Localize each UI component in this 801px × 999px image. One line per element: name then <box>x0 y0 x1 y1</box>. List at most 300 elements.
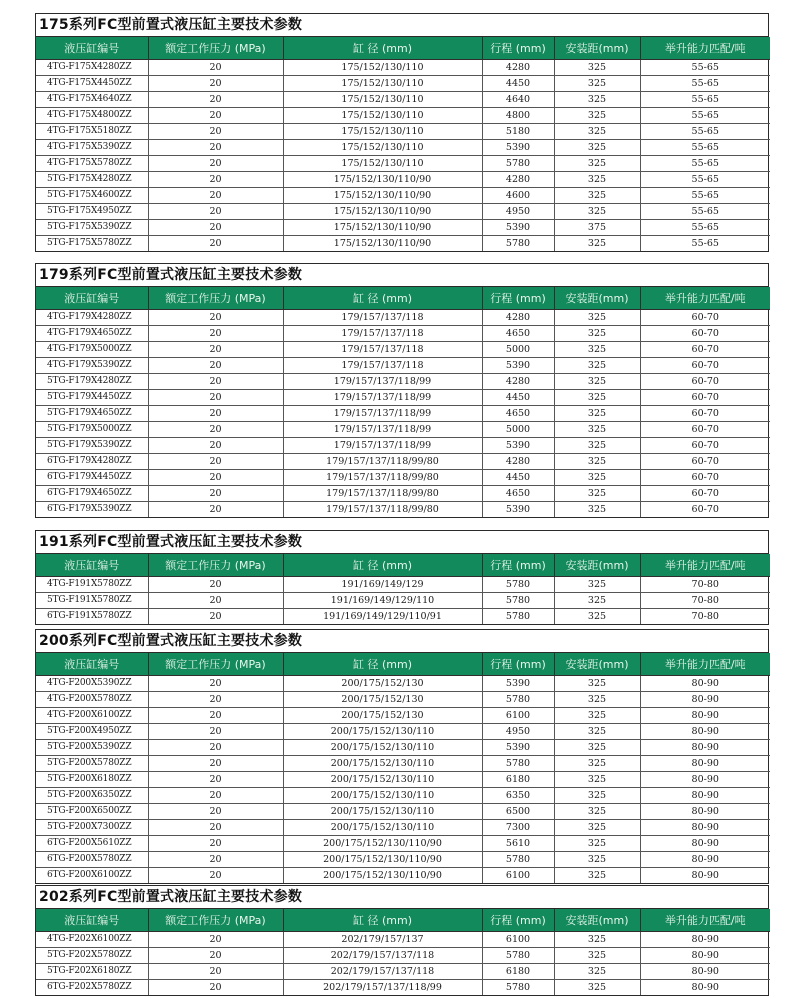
cell-install: 325 <box>554 692 640 708</box>
cell-capacity: 55-65 <box>640 140 770 156</box>
cell-bore: 200/175/152/130 <box>283 676 482 692</box>
cell-pressure: 20 <box>148 204 283 220</box>
section-202 <box>35 885 769 996</box>
cell-stroke: 6180 <box>482 964 554 980</box>
section-title: 202系列FC型前置式液压缸主要技术参数 <box>36 886 768 909</box>
cell-install: 325 <box>554 577 640 593</box>
cell-code: 4TG-F200X5780ZZ <box>36 692 148 708</box>
table-row <box>36 374 770 390</box>
cell-install: 325 <box>554 676 640 692</box>
cell-install: 325 <box>554 948 640 964</box>
table-row <box>36 470 770 486</box>
cell-stroke: 4280 <box>482 454 554 470</box>
table-row <box>36 724 770 740</box>
table-row <box>36 310 770 326</box>
spec-table <box>36 287 770 517</box>
cell-code: 6TG-F179X5390ZZ <box>36 502 148 518</box>
cell-bore: 175/152/130/110 <box>283 92 482 108</box>
spec-table <box>36 909 770 995</box>
cell-code: 5TG-F179X5390ZZ <box>36 438 148 454</box>
cell-bore: 175/152/130/110 <box>283 124 482 140</box>
table-row <box>36 156 770 172</box>
cell-code: 4TG-F179X4650ZZ <box>36 326 148 342</box>
cell-capacity: 80-90 <box>640 676 770 692</box>
cell-pressure: 20 <box>148 932 283 948</box>
cell-capacity: 80-90 <box>640 772 770 788</box>
header-code: 液压缸编号 <box>36 287 148 310</box>
cell-pressure: 20 <box>148 236 283 252</box>
cell-stroke: 5390 <box>482 140 554 156</box>
cell-capacity: 55-65 <box>640 92 770 108</box>
cell-install: 325 <box>554 326 640 342</box>
cell-stroke: 4650 <box>482 406 554 422</box>
cell-code: 4TG-F200X5390ZZ <box>36 676 148 692</box>
table-row <box>36 708 770 724</box>
cell-install: 325 <box>554 406 640 422</box>
table-row <box>36 820 770 836</box>
section-179 <box>35 263 769 518</box>
cell-stroke: 5390 <box>482 358 554 374</box>
cell-capacity: 70-80 <box>640 577 770 593</box>
cell-install: 325 <box>554 804 640 820</box>
cell-code: 5TG-F200X6180ZZ <box>36 772 148 788</box>
cell-bore: 200/175/152/130/110 <box>283 804 482 820</box>
header-code: 液压缸编号 <box>36 554 148 577</box>
table-row <box>36 692 770 708</box>
cell-code: 4TG-F179X5390ZZ <box>36 358 148 374</box>
cell-install: 325 <box>554 788 640 804</box>
cell-code: 4TG-F179X4280ZZ <box>36 310 148 326</box>
cell-install: 325 <box>554 486 640 502</box>
section-175 <box>35 13 769 252</box>
cell-stroke: 5390 <box>482 220 554 236</box>
cell-pressure: 20 <box>148 108 283 124</box>
cell-pressure: 20 <box>148 804 283 820</box>
cell-stroke: 4640 <box>482 92 554 108</box>
cell-bore: 202/179/157/137 <box>283 932 482 948</box>
table-row <box>36 204 770 220</box>
cell-bore: 200/175/152/130 <box>283 692 482 708</box>
spec-table <box>36 554 770 624</box>
header-capacity: 举升能力匹配/吨 <box>640 37 770 60</box>
cell-code: 5TG-F200X7300ZZ <box>36 820 148 836</box>
cell-capacity: 80-90 <box>640 820 770 836</box>
cell-bore: 179/157/137/118 <box>283 310 482 326</box>
header-pressure: 额定工作压力 (MPa) <box>148 909 283 932</box>
table-row <box>36 486 770 502</box>
spec-table <box>36 37 770 251</box>
table-row <box>36 92 770 108</box>
cell-code: 5TG-F202X6180ZZ <box>36 964 148 980</box>
cell-capacity: 55-65 <box>640 108 770 124</box>
cell-pressure: 20 <box>148 772 283 788</box>
table-row <box>36 76 770 92</box>
cell-stroke: 5390 <box>482 740 554 756</box>
header-capacity: 举升能力匹配/吨 <box>640 909 770 932</box>
cell-bore: 175/152/130/110 <box>283 108 482 124</box>
cell-install: 325 <box>554 92 640 108</box>
cell-capacity: 80-90 <box>640 964 770 980</box>
cell-bore: 175/152/130/110/90 <box>283 220 482 236</box>
cell-code: 4TG-F175X5390ZZ <box>36 140 148 156</box>
cell-stroke: 6100 <box>482 868 554 884</box>
cell-install: 325 <box>554 188 640 204</box>
cell-bore: 202/179/157/137/118 <box>283 964 482 980</box>
table-row <box>36 60 770 76</box>
cell-code: 5TG-F175X4280ZZ <box>36 172 148 188</box>
cell-capacity: 80-90 <box>640 980 770 996</box>
cell-install: 325 <box>554 724 640 740</box>
cell-stroke: 4450 <box>482 76 554 92</box>
cell-capacity: 55-65 <box>640 124 770 140</box>
cell-bore: 175/152/130/110/90 <box>283 236 482 252</box>
cell-stroke: 4950 <box>482 204 554 220</box>
cell-bore: 200/175/152/130/110/90 <box>283 836 482 852</box>
table-row <box>36 756 770 772</box>
table-row <box>36 172 770 188</box>
cell-stroke: 5180 <box>482 124 554 140</box>
cell-pressure: 20 <box>148 820 283 836</box>
cell-stroke: 6350 <box>482 788 554 804</box>
table-row <box>36 390 770 406</box>
table-row <box>36 342 770 358</box>
cell-pressure: 20 <box>148 868 283 884</box>
cell-capacity: 55-65 <box>640 156 770 172</box>
cell-code: 5TG-F175X5780ZZ <box>36 236 148 252</box>
cell-install: 375 <box>554 220 640 236</box>
table-row <box>36 676 770 692</box>
header-stroke: 行程 (mm) <box>482 287 554 310</box>
header-install: 安装距(mm) <box>554 287 640 310</box>
cell-install: 325 <box>554 470 640 486</box>
table-row <box>36 422 770 438</box>
cell-stroke: 5390 <box>482 676 554 692</box>
header-stroke: 行程 (mm) <box>482 653 554 676</box>
cell-bore: 179/157/137/118/99 <box>283 422 482 438</box>
table-row <box>36 454 770 470</box>
cell-pressure: 20 <box>148 156 283 172</box>
cell-stroke: 5000 <box>482 422 554 438</box>
cell-install: 325 <box>554 422 640 438</box>
section-title: 191系列FC型前置式液压缸主要技术参数 <box>36 531 768 554</box>
cell-install: 325 <box>554 390 640 406</box>
cell-bore: 175/152/130/110 <box>283 76 482 92</box>
cell-code: 4TG-F179X5000ZZ <box>36 342 148 358</box>
cell-install: 325 <box>554 502 640 518</box>
cell-bore: 175/152/130/110 <box>283 60 482 76</box>
cell-capacity: 80-90 <box>640 788 770 804</box>
table-header-row <box>36 37 770 60</box>
cell-pressure: 20 <box>148 852 283 868</box>
cell-stroke: 6180 <box>482 772 554 788</box>
cell-install: 325 <box>554 756 640 772</box>
header-install: 安装距(mm) <box>554 653 640 676</box>
cell-capacity: 55-65 <box>640 172 770 188</box>
cell-capacity: 60-70 <box>640 470 770 486</box>
header-install: 安装距(mm) <box>554 37 640 60</box>
header-install: 安装距(mm) <box>554 554 640 577</box>
cell-pressure: 20 <box>148 836 283 852</box>
cell-stroke: 5780 <box>482 593 554 609</box>
cell-capacity: 60-70 <box>640 486 770 502</box>
table-row <box>36 358 770 374</box>
header-bore: 缸 径 (mm) <box>283 909 482 932</box>
cell-pressure: 20 <box>148 756 283 772</box>
table-row <box>36 140 770 156</box>
cell-pressure: 20 <box>148 60 283 76</box>
cell-pressure: 20 <box>148 92 283 108</box>
cell-install: 325 <box>554 932 640 948</box>
cell-code: 5TG-F175X5390ZZ <box>36 220 148 236</box>
cell-install: 325 <box>554 454 640 470</box>
table-header-row <box>36 909 770 932</box>
table-row <box>36 593 770 609</box>
cell-stroke: 4280 <box>482 172 554 188</box>
cell-pressure: 20 <box>148 486 283 502</box>
cell-code: 5TG-F179X4450ZZ <box>36 390 148 406</box>
cell-capacity: 80-90 <box>640 724 770 740</box>
cell-capacity: 80-90 <box>640 868 770 884</box>
cell-stroke: 7300 <box>482 820 554 836</box>
table-row <box>36 964 770 980</box>
cell-bore: 179/157/137/118/99/80 <box>283 470 482 486</box>
table-row <box>36 772 770 788</box>
cell-pressure: 20 <box>148 220 283 236</box>
cell-stroke: 5780 <box>482 948 554 964</box>
cell-stroke: 5390 <box>482 502 554 518</box>
cell-code: 5TG-F200X5390ZZ <box>36 740 148 756</box>
table-row <box>36 406 770 422</box>
cell-stroke: 5000 <box>482 342 554 358</box>
cell-install: 325 <box>554 60 640 76</box>
cell-bore: 179/157/137/118/99 <box>283 374 482 390</box>
cell-install: 325 <box>554 438 640 454</box>
cell-code: 4TG-F175X4280ZZ <box>36 60 148 76</box>
cell-stroke: 4450 <box>482 390 554 406</box>
section-191 <box>35 530 769 625</box>
table-row <box>36 980 770 996</box>
cell-pressure: 20 <box>148 374 283 390</box>
cell-bore: 179/157/137/118 <box>283 342 482 358</box>
cell-bore: 179/157/137/118/99 <box>283 406 482 422</box>
cell-code: 5TG-F191X5780ZZ <box>36 593 148 609</box>
cell-bore: 179/157/137/118/99/80 <box>283 454 482 470</box>
cell-pressure: 20 <box>148 438 283 454</box>
table-row <box>36 609 770 625</box>
header-code: 液压缸编号 <box>36 37 148 60</box>
cell-code: 4TG-F175X4450ZZ <box>36 76 148 92</box>
header-bore: 缸 径 (mm) <box>283 37 482 60</box>
cell-bore: 200/175/152/130/110/90 <box>283 868 482 884</box>
cell-pressure: 20 <box>148 740 283 756</box>
cell-code: 5TG-F202X5780ZZ <box>36 948 148 964</box>
cell-install: 325 <box>554 772 640 788</box>
cell-stroke: 5780 <box>482 577 554 593</box>
cell-pressure: 20 <box>148 390 283 406</box>
header-stroke: 行程 (mm) <box>482 554 554 577</box>
cell-install: 325 <box>554 236 640 252</box>
cell-code: 4TG-F200X6100ZZ <box>36 708 148 724</box>
table-row <box>36 868 770 884</box>
table-row <box>36 236 770 252</box>
cell-bore: 200/175/152/130 <box>283 708 482 724</box>
cell-code: 6TG-F179X4450ZZ <box>36 470 148 486</box>
table-row <box>36 788 770 804</box>
cell-code: 5TG-F175X4600ZZ <box>36 188 148 204</box>
cell-stroke: 4800 <box>482 108 554 124</box>
cell-pressure: 20 <box>148 577 283 593</box>
cell-stroke: 5780 <box>482 692 554 708</box>
header-install: 安装距(mm) <box>554 909 640 932</box>
cell-stroke: 5780 <box>482 236 554 252</box>
cell-install: 325 <box>554 740 640 756</box>
cell-capacity: 60-70 <box>640 454 770 470</box>
cell-bore: 200/175/152/130/110 <box>283 740 482 756</box>
cell-code: 6TG-F179X4280ZZ <box>36 454 148 470</box>
cell-stroke: 4950 <box>482 724 554 740</box>
header-code: 液压缸编号 <box>36 653 148 676</box>
table-row <box>36 852 770 868</box>
cell-capacity: 60-70 <box>640 438 770 454</box>
cell-stroke: 5780 <box>482 756 554 772</box>
cell-pressure: 20 <box>148 422 283 438</box>
header-code: 液压缸编号 <box>36 909 148 932</box>
cell-capacity: 55-65 <box>640 76 770 92</box>
section-200 <box>35 629 769 884</box>
table-row <box>36 108 770 124</box>
cell-bore: 200/175/152/130/110 <box>283 820 482 836</box>
cell-capacity: 60-70 <box>640 342 770 358</box>
table-row <box>36 948 770 964</box>
cell-code: 4TG-F191X5780ZZ <box>36 577 148 593</box>
header-pressure: 额定工作压力 (MPa) <box>148 554 283 577</box>
cell-capacity: 55-65 <box>640 60 770 76</box>
cell-capacity: 60-70 <box>640 374 770 390</box>
cell-stroke: 6100 <box>482 932 554 948</box>
cell-install: 325 <box>554 820 640 836</box>
cell-install: 325 <box>554 358 640 374</box>
cell-install: 325 <box>554 852 640 868</box>
table-header-row <box>36 554 770 577</box>
cell-pressure: 20 <box>148 964 283 980</box>
cell-capacity: 80-90 <box>640 740 770 756</box>
cell-pressure: 20 <box>148 609 283 625</box>
cell-stroke: 6500 <box>482 804 554 820</box>
header-pressure: 额定工作压力 (MPa) <box>148 37 283 60</box>
cell-pressure: 20 <box>148 470 283 486</box>
header-pressure: 额定工作压力 (MPa) <box>148 287 283 310</box>
cell-stroke: 5610 <box>482 836 554 852</box>
cell-stroke: 5780 <box>482 980 554 996</box>
cell-capacity: 60-70 <box>640 390 770 406</box>
cell-code: 6TG-F202X5780ZZ <box>36 980 148 996</box>
cell-bore: 191/169/149/129/110/91 <box>283 609 482 625</box>
cell-capacity: 60-70 <box>640 406 770 422</box>
cell-install: 325 <box>554 964 640 980</box>
table-header-row <box>36 653 770 676</box>
cell-pressure: 20 <box>148 502 283 518</box>
cell-code: 6TG-F191X5780ZZ <box>36 609 148 625</box>
cell-bore: 200/175/152/130/110/90 <box>283 852 482 868</box>
cell-pressure: 20 <box>148 454 283 470</box>
cell-code: 6TG-F200X5780ZZ <box>36 852 148 868</box>
cell-capacity: 80-90 <box>640 708 770 724</box>
header-capacity: 举升能力匹配/吨 <box>640 554 770 577</box>
cell-code: 6TG-F200X6100ZZ <box>36 868 148 884</box>
cell-stroke: 4600 <box>482 188 554 204</box>
cell-install: 325 <box>554 593 640 609</box>
cell-stroke: 5780 <box>482 852 554 868</box>
header-stroke: 行程 (mm) <box>482 909 554 932</box>
cell-capacity: 80-90 <box>640 948 770 964</box>
table-row <box>36 932 770 948</box>
cell-bore: 179/157/137/118/99/80 <box>283 486 482 502</box>
cell-install: 325 <box>554 868 640 884</box>
cell-code: 4TG-F175X4640ZZ <box>36 92 148 108</box>
cell-bore: 179/157/137/118/99 <box>283 438 482 454</box>
cell-install: 325 <box>554 342 640 358</box>
cell-stroke: 5780 <box>482 156 554 172</box>
cell-bore: 175/152/130/110 <box>283 140 482 156</box>
cell-bore: 175/152/130/110/90 <box>283 172 482 188</box>
header-pressure: 额定工作压力 (MPa) <box>148 653 283 676</box>
cell-stroke: 4280 <box>482 310 554 326</box>
cell-code: 5TG-F179X4280ZZ <box>36 374 148 390</box>
cell-bore: 200/175/152/130/110 <box>283 772 482 788</box>
cell-pressure: 20 <box>148 172 283 188</box>
cell-capacity: 70-80 <box>640 609 770 625</box>
cell-pressure: 20 <box>148 788 283 804</box>
cell-bore: 200/175/152/130/110 <box>283 788 482 804</box>
cell-capacity: 60-70 <box>640 310 770 326</box>
header-bore: 缸 径 (mm) <box>283 554 482 577</box>
table-header-row <box>36 287 770 310</box>
table-row <box>36 124 770 140</box>
section-title: 200系列FC型前置式液压缸主要技术参数 <box>36 630 768 653</box>
cell-pressure: 20 <box>148 593 283 609</box>
table-row <box>36 188 770 204</box>
cell-install: 325 <box>554 156 640 172</box>
header-capacity: 举升能力匹配/吨 <box>640 653 770 676</box>
cell-install: 325 <box>554 140 640 156</box>
cell-pressure: 20 <box>148 692 283 708</box>
cell-capacity: 55-65 <box>640 188 770 204</box>
cell-bore: 191/169/149/129/110 <box>283 593 482 609</box>
cell-install: 325 <box>554 609 640 625</box>
header-stroke: 行程 (mm) <box>482 37 554 60</box>
cell-pressure: 20 <box>148 358 283 374</box>
cell-capacity: 55-65 <box>640 236 770 252</box>
cell-pressure: 20 <box>148 676 283 692</box>
header-bore: 缸 径 (mm) <box>283 653 482 676</box>
cell-bore: 202/179/157/137/118/99 <box>283 980 482 996</box>
cell-stroke: 4650 <box>482 326 554 342</box>
cell-install: 325 <box>554 76 640 92</box>
cell-bore: 179/157/137/118 <box>283 326 482 342</box>
cell-bore: 175/152/130/110 <box>283 156 482 172</box>
table-row <box>36 804 770 820</box>
table-row <box>36 220 770 236</box>
cell-install: 325 <box>554 108 640 124</box>
cell-code: 6TG-F179X4650ZZ <box>36 486 148 502</box>
cell-install: 325 <box>554 708 640 724</box>
table-row <box>36 438 770 454</box>
cell-bore: 200/175/152/130/110 <box>283 724 482 740</box>
cell-capacity: 55-65 <box>640 204 770 220</box>
cell-bore: 202/179/157/137/118 <box>283 948 482 964</box>
cell-bore: 200/175/152/130/110 <box>283 756 482 772</box>
cell-bore: 179/157/137/118 <box>283 358 482 374</box>
